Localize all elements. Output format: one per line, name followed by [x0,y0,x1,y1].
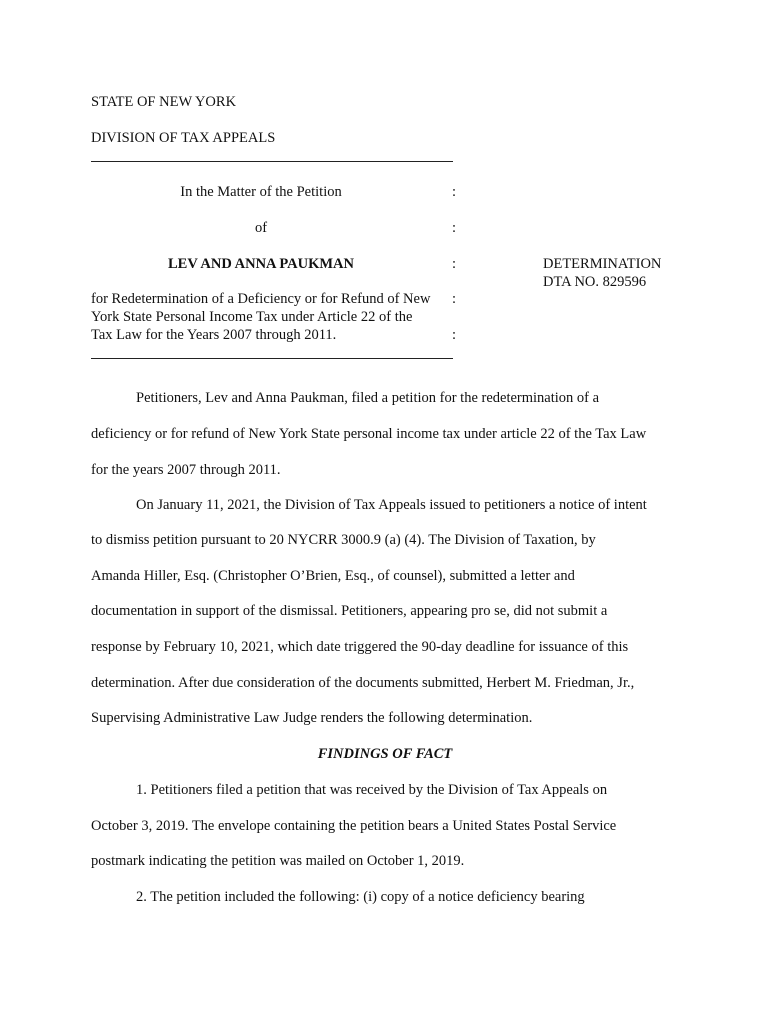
state-header: STATE OF NEW YORK [91,94,237,110]
caption-colon: : [452,184,457,200]
caption-colon: : [452,220,457,236]
intro-line: Petitioners, Lev and Anna Paukman, filed a petition for the redetermination of a [136,390,600,406]
caption-top-rule [91,161,453,162]
matter-line: In the Matter of the Petition [180,184,342,200]
intro-line: deficiency or for refund of New York State personal income tax under article 22 of the Tax Law [91,426,647,442]
procedure-line: Amanda Hiller, Esq. (Christopher O’Brien, Esq., of counsel), submitted a letter and [91,568,575,584]
caption-bottom-rule [91,358,453,359]
finding-line: 2. The petition included the following: (i) copy of a notice deficiency bearing [136,889,585,905]
findings-heading: FINDINGS OF FACT [317,746,453,762]
division-header: DIVISION OF TAX APPEALS [91,130,276,146]
of-line: of [254,220,268,236]
intro-line: for the years 2007 through 2011. [91,462,281,478]
dta-number: DTA NO. 829596 [543,274,647,290]
purpose-line: York State Personal Income Tax under Article 22 of the [91,309,413,325]
procedure-line: documentation in support of the dismissal. Petitioners, appearing pro se, did not submit a [91,603,608,619]
caption-colon: : [452,291,457,307]
procedure-line: determination. After due consideration of the documents submitted, Herbert M. Friedman, Jr., [91,675,635,691]
finding-line: 1. Petitioners filed a petition that was received by the Division of Tax Appeals on [136,782,608,798]
procedure-line: to dismiss petition pursuant to 20 NYCRR 3000.9 (a) (4). The Division of Taxation, by [91,532,596,548]
purpose-line: Tax Law for the Years 2007 through 2011. [91,327,337,343]
determination-label: DETERMINATION [543,256,662,272]
caption-colon: : [452,327,457,343]
petitioner-names: LEV AND ANNA PAUKMAN [168,256,354,272]
finding-line: postmark indicating the petition was mailed on October 1, 2019. [91,853,465,869]
procedure-line: Supervising Administrative Law Judge renders the following determination. [91,710,533,726]
procedure-line: response by February 10, 2021, which date triggered the 90-day deadline for issuance of this [91,639,629,655]
finding-line: October 3, 2019. The envelope containing the petition bears a United States Postal Service [91,818,617,834]
purpose-line: for Redetermination of a Deficiency or for Refund of New [91,291,431,307]
caption-colon: : [452,256,457,272]
procedure-line: On January 11, 2021, the Division of Tax Appeals issued to petitioners a notice of intent [136,497,647,513]
